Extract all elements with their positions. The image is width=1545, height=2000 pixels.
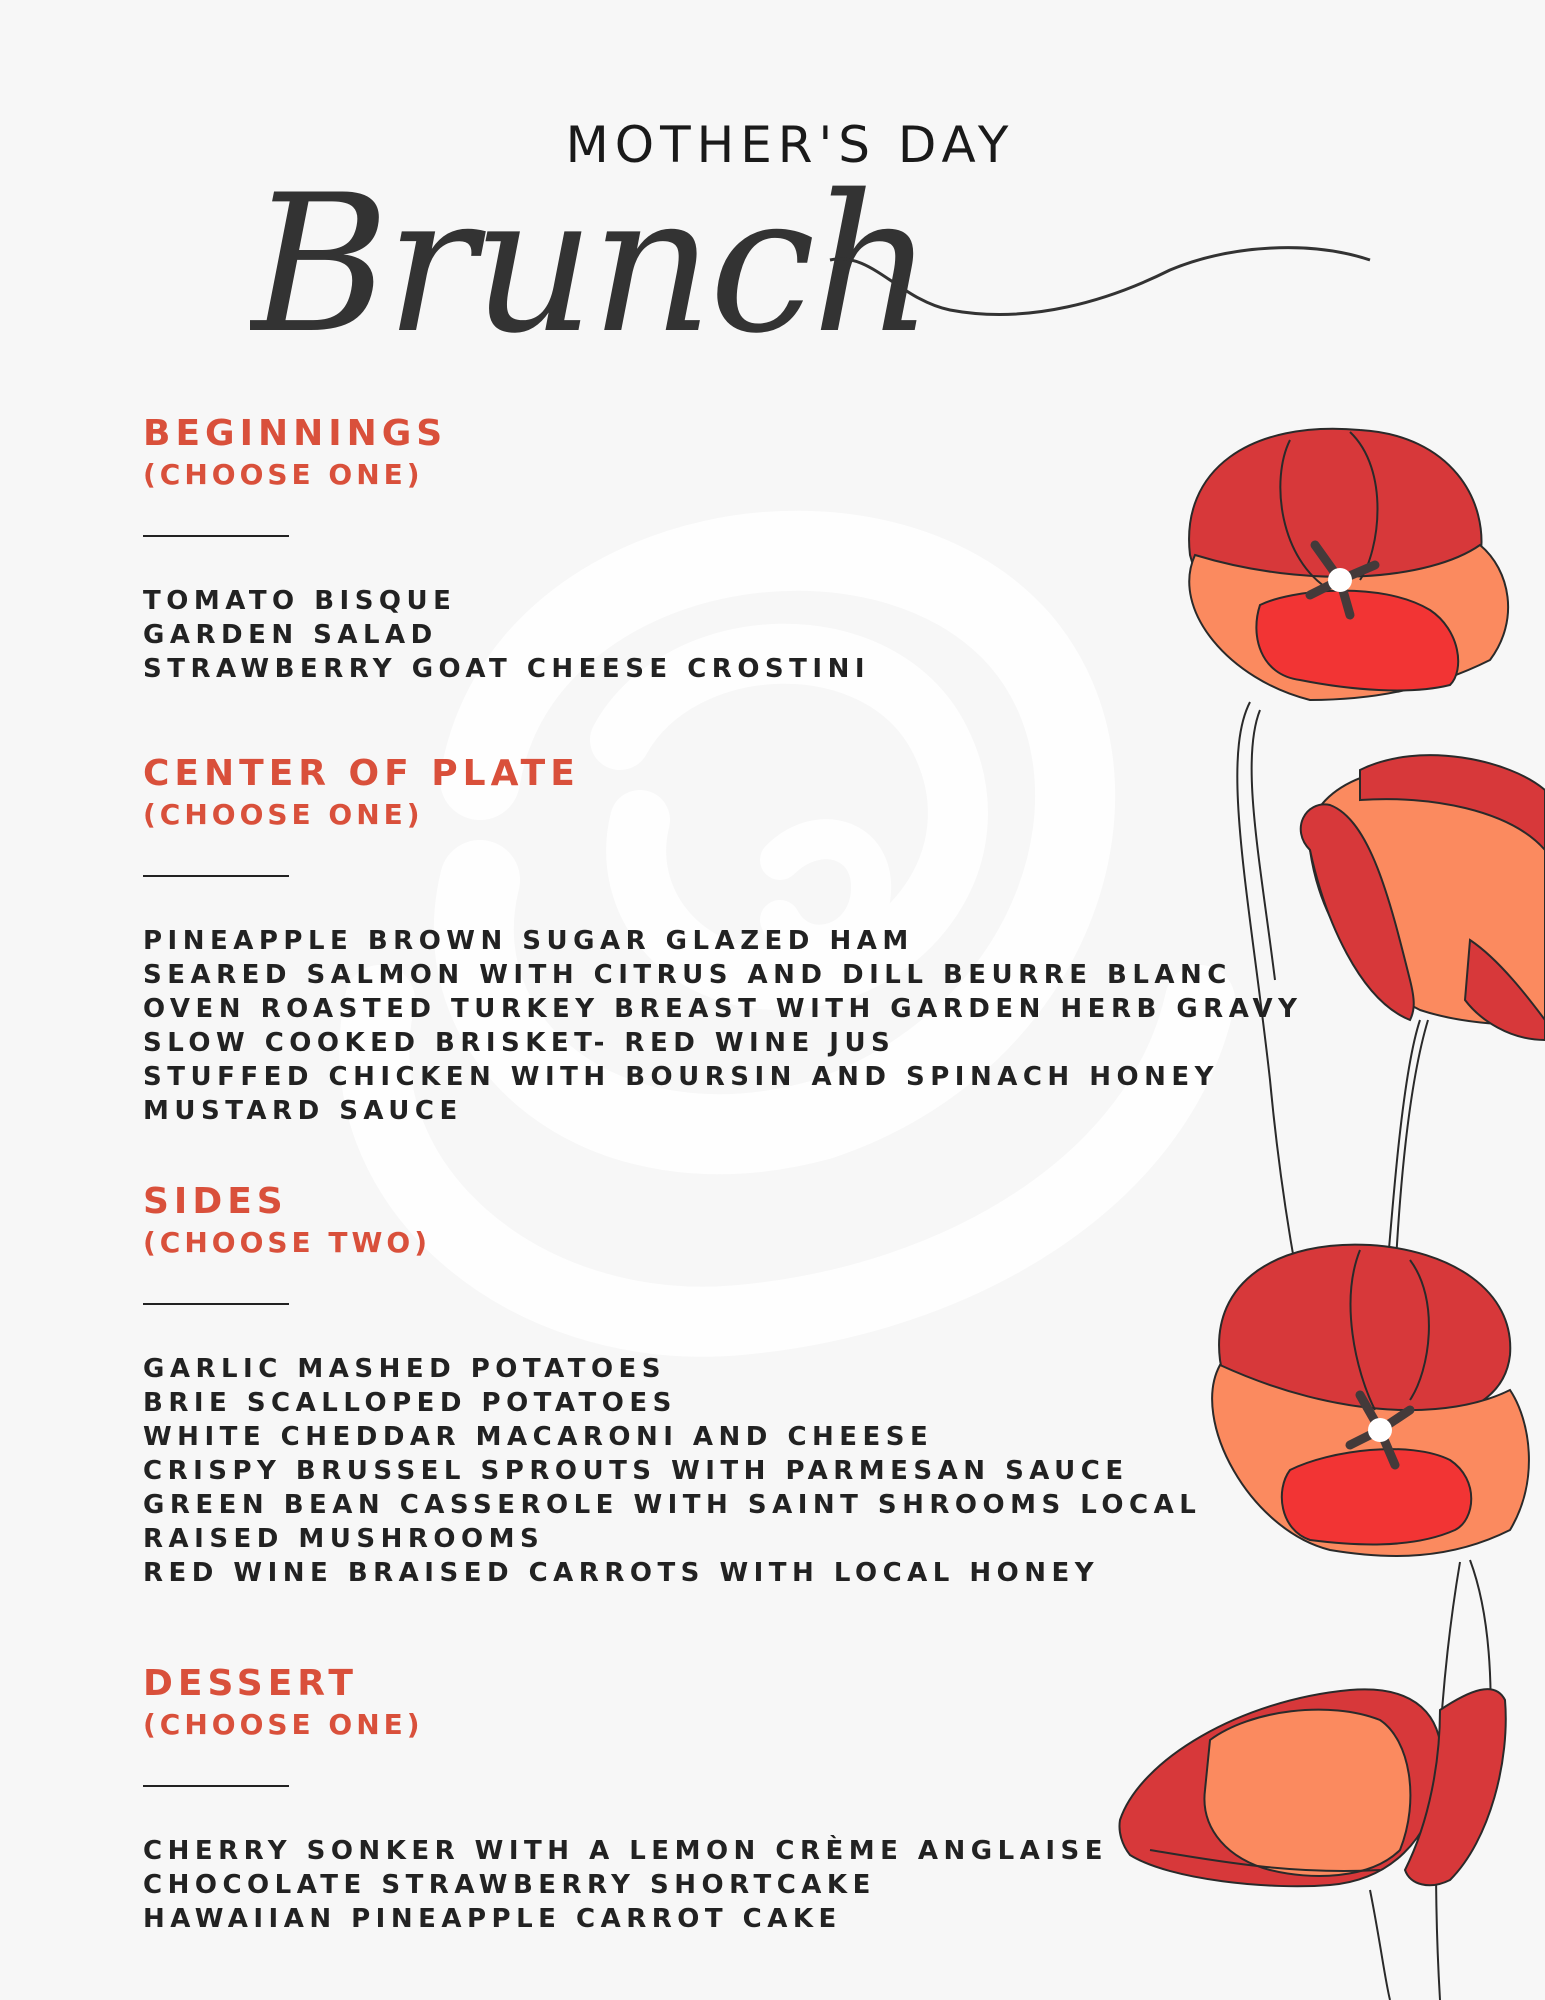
menu-item: GARLIC MASHED POTATOES <box>143 1354 667 1384</box>
menu-item: PINEAPPLE BROWN SUGAR GLAZED HAM <box>143 926 914 956</box>
menu-item: CHOCOLATE STRAWBERRY SHORTCAKE <box>143 1870 876 1900</box>
brunch-script-title <box>250 140 1380 380</box>
item-list <box>143 584 1273 686</box>
section-title: SIDES <box>143 1181 288 1222</box>
menu-item: RAISED MUSHROOMS <box>143 1524 545 1554</box>
section-title: BEGINNINGS <box>143 413 448 454</box>
menu-item: OVEN ROASTED TURKEY BREAST WITH GARDEN HERB GRAVY <box>143 994 1303 1024</box>
menu-sections <box>143 412 1303 1936</box>
menu-item: SEARED SALMON WITH CITRUS AND DILL BEURRE BLANC <box>143 960 1232 990</box>
menu-item: GREEN BEAN CASSEROLE WITH SAINT SHROOMS LOCAL <box>143 1490 1202 1520</box>
menu-item: HAWAIIAN PINEAPPLE CARROT CAKE <box>143 1904 842 1934</box>
brunch-script-text: Brunch <box>250 154 930 375</box>
section-divider <box>143 1785 289 1787</box>
menu-item: STUFFED CHICKEN WITH BOURSIN AND SPINACH HONEY <box>143 1062 1219 1092</box>
menu-item: CHERRY SONKER WITH A LEMON CRÈME ANGLAISE <box>143 1836 1108 1866</box>
section-beginnings <box>143 412 1273 686</box>
menu-item: RED WINE BRAISED CARROTS WITH LOCAL HONEY <box>143 1558 1100 1588</box>
section-divider <box>143 535 289 537</box>
section-note: (CHOOSE ONE) <box>143 1708 424 1741</box>
menu-item: MUSTARD SAUCE <box>143 1096 463 1126</box>
menu-item: GARDEN SALAD <box>143 620 438 650</box>
section-title: DESSERT <box>143 1663 358 1704</box>
item-list <box>143 1352 1273 1590</box>
section-title: CENTER OF PLATE <box>143 753 580 794</box>
menu-item: TOMATO BISQUE <box>143 586 457 616</box>
section-sides <box>143 1180 1273 1590</box>
menu-item: BRIE SCALLOPED POTATOES <box>143 1388 677 1418</box>
poppy-mid <box>1301 755 1545 1040</box>
section-note: (CHOOSE TWO) <box>143 1226 432 1259</box>
header-subtitle: MOTHER'S DAY <box>565 116 1015 174</box>
section-note: (CHOOSE ONE) <box>143 798 424 831</box>
section-divider <box>143 875 289 877</box>
menu-item: STRAWBERRY GOAT CHEESE CROSTINI <box>143 654 870 684</box>
item-list <box>143 924 1303 1128</box>
section-note: (CHOOSE ONE) <box>143 458 424 491</box>
section-divider <box>143 1303 289 1305</box>
item-list <box>143 1834 1273 1936</box>
section-dessert <box>143 1662 1273 1936</box>
menu-item: WHITE CHEDDAR MACARONI AND CHEESE <box>143 1422 934 1452</box>
menu-item: CRISPY BRUSSEL SPROUTS WITH PARMESAN SAUCE <box>143 1456 1129 1486</box>
section-center-of-plate <box>143 752 1303 1128</box>
menu-item: SLOW COOKED BRISKET- RED WINE JUS <box>143 1028 896 1058</box>
